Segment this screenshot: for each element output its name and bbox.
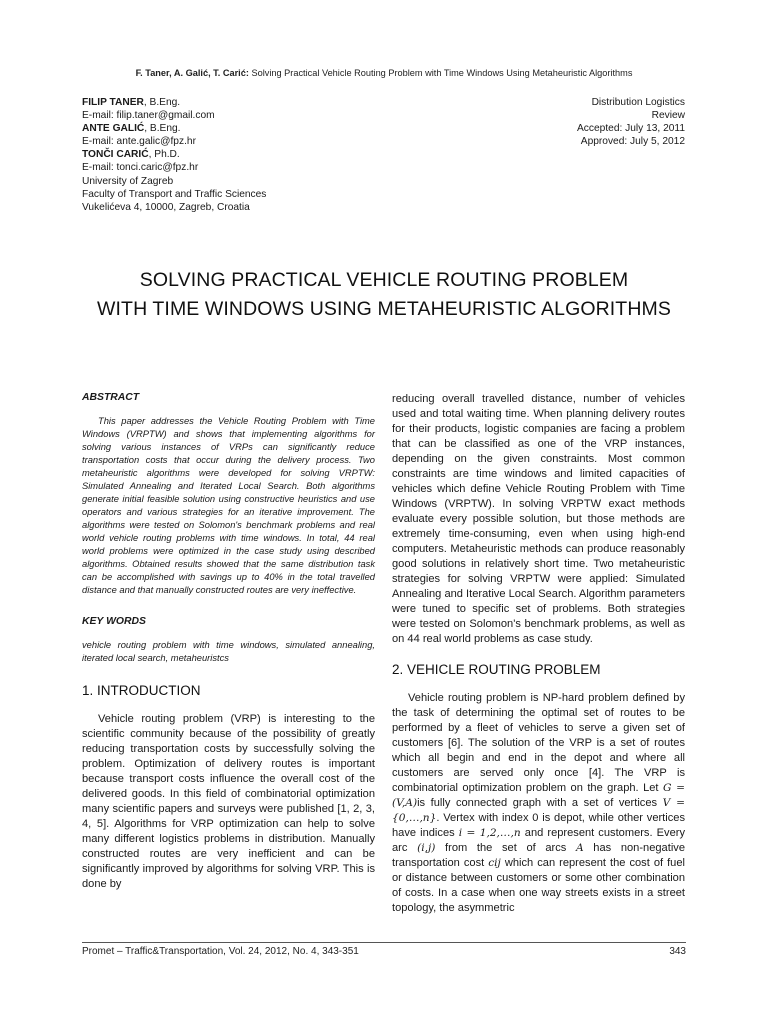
left-column [82, 392, 375, 892]
author-email: E-mail: ante.galic@fpz.hr [82, 136, 196, 148]
arc-math: (i,j) [417, 842, 436, 854]
graph-math: G = (V,A) [392, 782, 685, 809]
abstract-text: This paper addresses the Vehicle Routing Problem with Time Windows (VRPTW) and shows that implementing algorithms for solving various instances of VRPs can significantly reduce transportation costs that occur during the delivery process. Two metaheuristic algorithms were developed for solving VRPTW: Simulated Annealing and Iterated Local Search. Both algorithms generate initial feasible solution using constructive heuristics and use operators and various strategies for an iterative improvement. The algorithms were tested on Solomon's benchmark problems and real world vehicle routing problems with time windows. In total, 44 real world problems were optimized in the case study using described algorithms. Obtained results showed that the same distribution task can be accomplished with savings up to 40% in the total travelled distance and that manually constructed routes are very ineffective. [82, 416, 375, 595]
vrp-paragraph [392, 691, 685, 916]
keywords-text: vehicle routing problem with time windows, simulated annealing, iterated local search, metaheuristcs [82, 640, 375, 663]
author-email: E-mail: filip.taner@gmail.com [82, 110, 215, 122]
affiliation-line: Vukelićeva 4, 10000, Zagreb, Croatia [82, 201, 250, 213]
intro-paragraph: Vehicle routing problem (VRP) is interesting to the scientific community because of the possibility of greatly reducing transportation costs by successfully solving the problem. Optimization of delivery routes is important because transport costs influence the overall cost of the delivered goods. In this field of combinatorial optimization many scientific papers and surveys were published [1, 2, 3, 4, 5]. Algorithms for VRP optimization can help to solve many different logistics problems in distribution. Manually constructed routes are very inefficient and can be significantly improved by algorithms for solving VRP. This is done by [82, 713, 375, 890]
author-name: FILIP TANER [82, 97, 144, 108]
paper-title [60, 266, 708, 324]
page-number: 343 [669, 946, 686, 957]
section-2-heading: 2. VEHICLE ROUTING PROBLEM [392, 662, 601, 677]
author-name: ANTE GALIĆ [82, 123, 145, 135]
right-column [392, 392, 685, 916]
meta-type: Review [651, 110, 685, 122]
footer-rule [82, 942, 686, 943]
affiliation-line: Faculty of Transport and Traffic Sciences [82, 188, 267, 200]
vrp-text: Vehicle routing problem is NP-hard problem defined by the task of determining the optimal set of routes to be performed by a fleet of vehicles to serve a given set of customers [6]. The solution of the VRP is a set of routes which all begin and end in the depot and where all customers are served only once [4]. The VRP is combinatorial optimization problem on the graph. Let [392, 692, 685, 794]
meta-section: Distribution Logistics [591, 97, 685, 108]
vrp-text: which can represent the cost of fuel or distance between customers or some other combination of costs. In a case when one way streets exists in a street topology, the asymmetric [392, 857, 685, 914]
author-degree: , Ph.D. [148, 149, 180, 161]
author-2 [82, 122, 412, 135]
running-head-title: Solving Practical Vehicle Routing Problem with Time Windows Using Metaheuristic Algorithms [251, 68, 633, 78]
page-footer [82, 946, 686, 957]
author-name: TONČI CARIĆ [82, 149, 149, 161]
vrp-text: has non-negative transportation cost [392, 842, 685, 869]
vrp-text: is fully connected graph with a set of vertices [417, 797, 663, 809]
author-1 [82, 96, 412, 109]
vrp-text: from the set of arcs [435, 842, 576, 854]
intro-continued: reducing overall travelled distance, number of vehicles used and total waiting time. When planning delivery routes for their products, logistic companies are facing a problem that can be classified as one of the VRP instances, depending on the given constraints. Most common constraints are time windows and limited capacities of vehicles which define Vehicle Routing Problem with Time Windows (VRPTW). In solving VRPTW exact methods evaluate every possible solution, but those methods are extremely time-consuming, even when using high-end computers. Metaheuristic methods can produce reasonably good solutions in relatively short time. Two metaheuristic strategies for solving VRPTW were applied: Simulated Annealing and Iterative Local Search. Algorithm parameters were tuned to specific set of problems. Both strategies were tested on Solomon's benchmark problems, as well as on 44 real world problems as case study. [392, 393, 685, 645]
running-head-authors: F. Taner, A. Galić, T. Carić: [135, 68, 249, 78]
article-meta [465, 96, 685, 148]
author-block [82, 96, 412, 214]
author-degree: , B.Eng. [144, 123, 181, 135]
affiliation-line: University of Zagreb [82, 175, 174, 187]
meta-accepted: Accepted: July 13, 2011 [577, 123, 685, 135]
arc-set-math: A [575, 842, 584, 854]
vertex-set-math: V = {0,…,n} [392, 797, 685, 824]
author-degree: , B.Eng. [143, 97, 181, 108]
title-line-2: WITH TIME WINDOWS USING METAHEURISTIC ALGORITHMS [97, 298, 671, 320]
vrp-text: and represent customers. Every arc [392, 827, 685, 854]
meta-approved: Approved: July 5, 2012 [580, 136, 685, 148]
author-email: E-mail: tonci.caric@fpz.hr [82, 162, 199, 174]
vrp-text: . Vertex with index 0 is depot, while other vertices have indices [392, 812, 685, 839]
section-1-heading: 1. INTRODUCTION [82, 683, 201, 698]
keywords-heading: KEY WORDS [82, 616, 146, 627]
running-head [82, 68, 686, 78]
journal-citation: Promet – Traffic&Transportation, Vol. 24, 2012, No. 4, 343-351 [82, 946, 359, 957]
title-line-1: SOLVING PRACTICAL VEHICLE ROUTING PROBLEM [139, 269, 629, 291]
abstract-heading: ABSTRACT [82, 392, 140, 403]
author-3 [82, 148, 412, 161]
index-math: i = 1,2,…,n [458, 827, 521, 839]
cost-math: cij [488, 857, 501, 869]
